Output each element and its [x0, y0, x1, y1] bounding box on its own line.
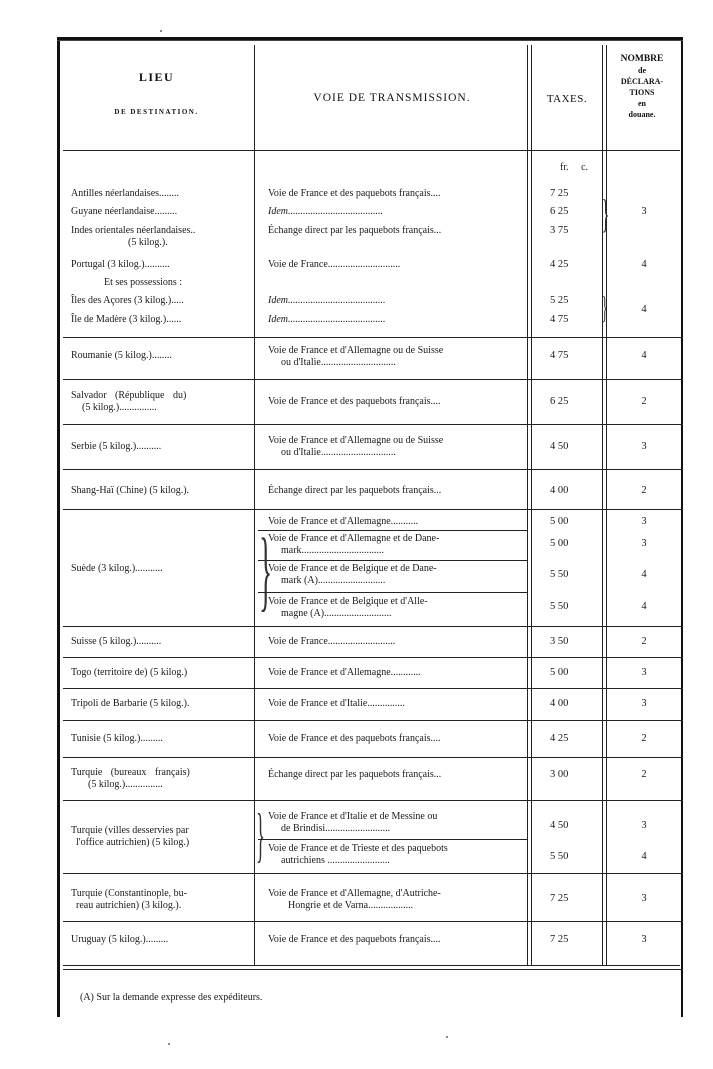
destination: Suisse (5 kilog.)..........	[71, 636, 162, 647]
row-separator	[63, 688, 683, 689]
row-separator	[63, 720, 683, 721]
transmission: Idem......................................	[268, 206, 383, 217]
tax-value: 5 50	[550, 851, 569, 862]
header-voie: VOIE DE TRANSMISSION.	[313, 92, 471, 104]
tax-value: 7 25	[550, 188, 569, 199]
tax-value: 5 00	[550, 538, 569, 549]
row-separator	[63, 424, 683, 425]
declaration-count: 4	[641, 851, 647, 862]
tax-value: 4 75	[550, 350, 569, 361]
tax-value: 4 75	[550, 314, 569, 325]
tax-value: 4 25	[550, 733, 569, 744]
row-separator	[63, 757, 683, 758]
transmission: Voie de France et des paquebots français....	[268, 396, 441, 407]
column-divider	[606, 45, 607, 965]
units-label: fr. c.	[560, 162, 589, 173]
row-separator	[63, 800, 683, 801]
transmission: Voie de France et de Trieste et des paquebots	[268, 843, 448, 854]
tax-value: 4 50	[550, 441, 569, 452]
declaration-count: 3	[641, 820, 647, 831]
transmission: Voie de France.............................	[268, 259, 401, 270]
header-nombre-line: TIONS	[629, 88, 655, 97]
tax-value: 3 00	[550, 769, 569, 780]
transmission: Idem.......................................	[268, 314, 386, 325]
header-nombre	[604, 54, 680, 120]
footnote: (A) Sur la demande expresse des expéditeurs.	[80, 992, 263, 1003]
scan-speck	[160, 30, 162, 32]
declaration-count: 3	[641, 206, 647, 217]
sub-row-rule	[258, 839, 528, 840]
transmission: Voie de France et d'Allemagne, d'Autriche-	[268, 888, 441, 899]
tax-value: 3 50	[550, 636, 569, 647]
destination: Tripoli de Barbarie (5 kilog.).	[71, 698, 190, 709]
destination: Uruguay (5 kilog.).........	[71, 934, 169, 945]
destination: Portugal (3 kilog.)..........	[71, 259, 170, 270]
transmission: Voie de France et d'Allemagne...........	[268, 516, 419, 527]
tax-value: 6 25	[550, 396, 569, 407]
destination: Suède (3 kilog.)...........	[71, 563, 163, 574]
tax-value: 7 25	[550, 893, 569, 904]
transmission: Voie de France et de Belgique et d'Alle-	[268, 596, 428, 607]
column-divider	[602, 45, 603, 965]
declaration-count: 3	[641, 893, 647, 904]
tax-value: 5 50	[550, 569, 569, 580]
transmission-cont: Hongrie et de Varna..................	[288, 900, 414, 911]
destination-cont: reau autrichien) (3 kilog.).	[76, 900, 182, 911]
transmission: Voie de France et d'Allemagne et de Dane-	[268, 533, 440, 544]
destination-sub: Et ses possessions :	[104, 277, 183, 288]
tax-value: 4 00	[550, 485, 569, 496]
destination: Shang-Haï (Chine) (5 kilog.).	[71, 485, 190, 496]
declaration-count: 3	[641, 698, 647, 709]
header-lieu: LIEU	[138, 70, 175, 84]
declaration-count: 2	[641, 769, 647, 780]
header-lieu-sub: DE DESTINATION.	[114, 108, 199, 116]
destination: Turquie (villes desservies par	[71, 825, 189, 836]
scan-speck	[446, 1036, 448, 1038]
destination-cont: l'office autrichien) (5 kilog.)	[76, 837, 190, 848]
declaration-count: 3	[641, 516, 647, 527]
table-bottom-rule	[63, 965, 680, 966]
tax-value: 5 00	[550, 667, 569, 678]
transmission: Voie de France et des paquebots français....	[268, 733, 441, 744]
destination: Indes orientales néerlandaises..	[71, 225, 196, 236]
declaration-count: 4	[641, 569, 647, 580]
header-rule	[57, 40, 683, 41]
row-separator	[63, 509, 683, 510]
declaration-count: 2	[641, 733, 647, 744]
transmission: Voie de France et d'Italie et de Messine ou	[268, 811, 438, 822]
destination: Île de Madère (3 kilog.)......	[71, 314, 182, 325]
tax-value: 5 50	[550, 601, 569, 612]
declaration-count: 2	[641, 485, 647, 496]
row-separator	[63, 873, 683, 874]
transmission-cont: magne (A)...........................	[281, 608, 392, 619]
destination: Guyane néerlandaise.........	[71, 206, 178, 217]
destination: Togo (territoire de) (5 kilog.)	[71, 667, 188, 678]
row-separator	[63, 657, 683, 658]
tax-value: 4 25	[550, 259, 569, 270]
brace: }	[601, 191, 610, 236]
transmission-cont: ou d'Italie..............................	[281, 447, 396, 458]
transmission-cont: mark.................................	[281, 545, 385, 556]
header-nombre-line: de	[638, 66, 646, 75]
transmission-cont: de Brindisi..........................	[281, 823, 391, 834]
declaration-count: 4	[641, 350, 647, 361]
destination: Antilles néerlandaises........	[71, 188, 180, 199]
destination: Serbie (5 kilog.)..........	[71, 441, 162, 452]
tax-value: 7 25	[550, 934, 569, 945]
tax-value: 4 50	[550, 820, 569, 831]
transmission: Voie de France et d'Allemagne............	[268, 667, 421, 678]
row-separator	[63, 626, 683, 627]
transmission: Voie de France et de Belgique et de Dane-	[268, 563, 437, 574]
declaration-count: 4	[641, 259, 647, 270]
declaration-count: 4	[641, 304, 647, 315]
destination: Tunisie (5 kilog.).........	[71, 733, 163, 744]
destination: Turquie (Constantinople, bu-	[71, 888, 188, 899]
destination-cont: (5 kilog.)...............	[82, 402, 157, 413]
header-bottom-rule	[63, 150, 680, 151]
sub-row-rule	[258, 560, 528, 561]
transmission-cont: autrichiens .........................	[281, 855, 390, 866]
transmission: Voie de France et des paquebots français....	[268, 188, 441, 199]
declaration-count: 2	[641, 636, 647, 647]
transmission-cont: ou d'Italie..............................	[281, 357, 396, 368]
transmission: Voie de France...........................	[268, 636, 396, 647]
transmission: Échange direct par les paquebots français...	[268, 225, 442, 236]
header-nombre-line: en	[638, 99, 646, 108]
declaration-count: 4	[641, 601, 647, 612]
tax-value: 5 00	[550, 516, 569, 527]
transmission: Échange direct par les paquebots français...	[268, 485, 442, 496]
transmission: Voie de France et des paquebots français....	[268, 934, 441, 945]
destination-cont: (5 kilog.).	[128, 237, 168, 248]
column-divider	[254, 45, 255, 965]
brace: }	[601, 289, 608, 325]
tax-value: 5 25	[550, 295, 569, 306]
scan-speck	[168, 1043, 170, 1045]
destination: Îles des Açores (3 kilog.).....	[71, 295, 184, 306]
brace: }	[259, 521, 273, 620]
brace: }	[256, 802, 265, 868]
declaration-count: 3	[641, 667, 647, 678]
destination: Turquie (bureaux français)	[71, 767, 190, 778]
destination: Salvador (République du)	[71, 390, 187, 401]
header-taxes: TAXES.	[546, 93, 588, 105]
row-separator	[63, 379, 683, 380]
row-separator	[63, 921, 683, 922]
tax-value: 6 25	[550, 206, 569, 217]
destination-cont: (5 kilog.)...............	[88, 779, 163, 790]
transmission: Voie de France et d'Italie...............	[268, 698, 405, 709]
header-nombre-line: DÉCLARA-	[620, 77, 664, 86]
transmission: Voie de France et d'Allemagne ou de Suisse	[268, 345, 444, 356]
declaration-count: 2	[641, 396, 647, 407]
declaration-count: 3	[641, 441, 647, 452]
table-bottom-rule	[63, 969, 683, 970]
tax-value: 3 75	[550, 225, 569, 236]
transmission: Échange direct par les paquebots français...	[268, 769, 442, 780]
row-separator	[63, 469, 683, 470]
row-separator	[63, 337, 683, 338]
header-nombre-line: NOMBRE	[620, 54, 664, 64]
sub-row-rule	[258, 530, 528, 531]
tax-value: 4 00	[550, 698, 569, 709]
declaration-count: 3	[641, 934, 647, 945]
destination: Roumanie (5 kilog.)........	[71, 350, 172, 361]
sub-row-rule	[258, 592, 528, 593]
header-nombre-line: douane.	[628, 110, 656, 119]
transmission: Idem.......................................	[268, 295, 386, 306]
declaration-count: 3	[641, 538, 647, 549]
transmission-cont: mark (A)...........................	[281, 575, 386, 586]
transmission: Voie de France et d'Allemagne ou de Suisse	[268, 435, 444, 446]
